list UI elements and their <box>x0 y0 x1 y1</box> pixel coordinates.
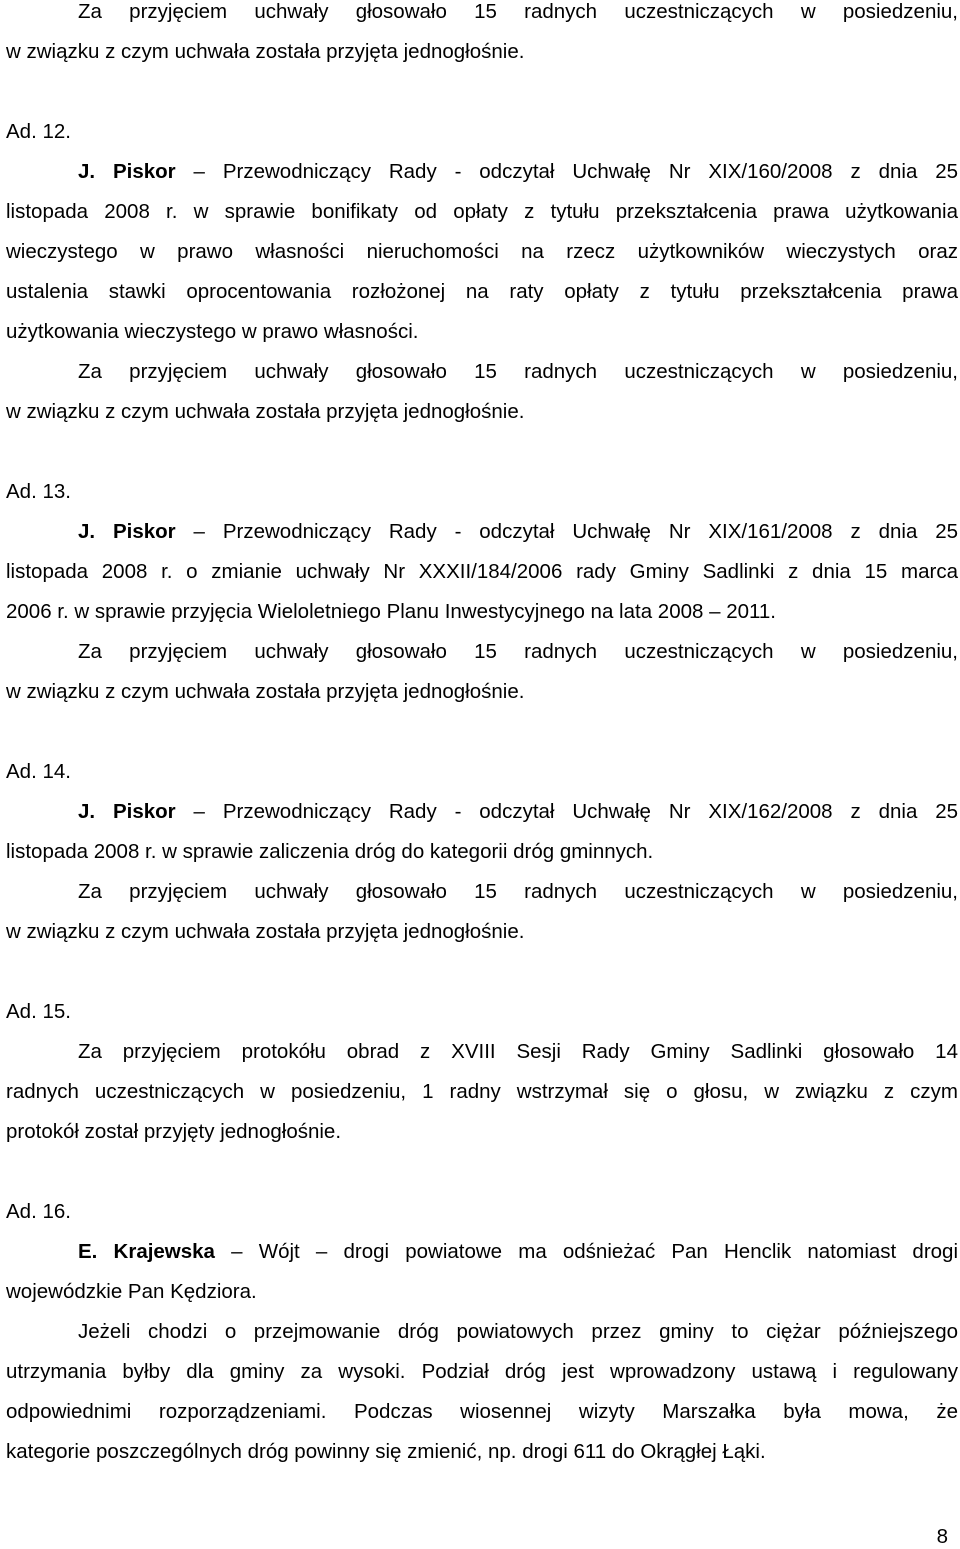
text-line: radnych uczestniczących w posiedzeniu, 1 radny wstrzymał się o głosu, w związku z czym <box>6 1080 958 1103</box>
speaker-name: J. Piskor <box>78 520 176 543</box>
text-line: listopada 2008 r. w sprawie bonifikaty od opłaty z tytułu przekształcenia prawa użytkowania <box>6 200 958 223</box>
text-line: Za przyjęciem protokółu obrad z XVIII Sesji Rady Gminy Sadlinki głosowało 14 <box>78 1040 958 1063</box>
text-line: Za przyjęciem uchwały głosowało 15 radnych uczestniczących w posiedzeniu, <box>78 640 958 663</box>
text-line: listopada 2008 r. w sprawie zaliczenia dróg do kategorii dróg gminnych. <box>6 840 654 863</box>
text-span: Przewodniczący Rady - odczytał Uchwałę Nr XIX/161/2008 z dnia 25 <box>222 520 959 543</box>
text-line: odpowiednimi rozporządzeniami. Podczas wiosennej wizyty Marszałka była mowa, że <box>6 1400 958 1423</box>
text-line: ustalenia stawki oprocentowania rozłożonej na raty opłaty z tytułu przekształcenia prawa <box>6 280 958 303</box>
text-line: wojewódzkie Pan Kędziora. <box>6 1280 257 1303</box>
section-heading: Ad. 15. <box>6 1000 71 1023</box>
speaker-name: J. Piskor <box>78 800 176 823</box>
speaker-name: E. Krajewska <box>78 1240 215 1263</box>
text-line: wieczystego w prawo własności nieruchomości na rzecz użytkowników wieczystych oraz <box>6 240 958 263</box>
text-line: w związku z czym uchwała została przyjęta jednogłośnie. <box>6 920 525 943</box>
text-line: protokół został przyjęty jednogłośnie. <box>6 1120 342 1143</box>
text-line <box>78 1240 958 1280</box>
section-heading: Ad. 14. <box>6 760 71 783</box>
text-line: kategorie poszczególnych dróg powinny się zmienić, np. drogi 611 do Okrągłej Łąki. <box>6 1440 766 1463</box>
text-line: listopada 2008 r. o zmianie uchwały Nr XXXII/184/2006 rady Gminy Sadlinki z dnia 15 marca <box>6 560 958 583</box>
text-line: 2006 r. w sprawie przyjęcia Wieloletniego Planu Inwestycyjnego na lata 2008 – 2011. <box>6 600 776 623</box>
dash: – <box>193 520 205 543</box>
text-line: w związku z czym uchwała została przyjęta jednogłośnie. <box>6 680 525 703</box>
text-span: drogi powiatowe ma odśnieżać Pan Henclik natomiast drogi <box>343 1240 958 1263</box>
text-line: w związku z czym uchwała została przyjęta jednogłośnie. <box>6 40 525 63</box>
speaker-role: Wójt <box>258 1240 300 1263</box>
dash: – <box>193 800 205 823</box>
section-heading: Ad. 12. <box>6 120 71 143</box>
dash: – <box>193 160 205 183</box>
text-line: użytkowania wieczystego w prawo własności. <box>6 320 419 343</box>
text-line: Jeżeli chodzi o przejmowanie dróg powiatowych przez gminy to ciężar późniejszego <box>78 1320 958 1343</box>
page-number: 8 <box>936 1525 948 1548</box>
dash: – <box>231 1240 243 1263</box>
text-line <box>78 800 958 840</box>
section-heading: Ad. 16. <box>6 1200 71 1223</box>
text-line <box>78 520 958 560</box>
dash: – <box>315 1240 328 1263</box>
speaker-name: J. Piskor <box>78 160 176 183</box>
text-line: Za przyjęciem uchwały głosowało 15 radnych uczestniczących w posiedzeniu, <box>78 880 958 903</box>
text-line: Za przyjęciem uchwały głosowało 15 radnych uczestniczących w posiedzeniu, <box>78 360 958 383</box>
section-heading: Ad. 13. <box>6 480 71 503</box>
text-line: Za przyjęciem uchwały głosowało 15 radnych uczestniczących w posiedzeniu, <box>78 0 958 23</box>
text-span: Przewodniczący Rady - odczytał Uchwałę Nr XIX/162/2008 z dnia 25 <box>222 800 959 823</box>
text-line: w związku z czym uchwała została przyjęta jednogłośnie. <box>6 400 525 423</box>
text-line <box>78 160 958 200</box>
text-line: utrzymania byłby dla gminy za wysoki. Podział dróg jest wprowadzony ustawą i regulowany <box>6 1360 958 1383</box>
text-span: Przewodniczący Rady - odczytał Uchwałę Nr XIX/160/2008 z dnia 25 <box>222 160 959 183</box>
